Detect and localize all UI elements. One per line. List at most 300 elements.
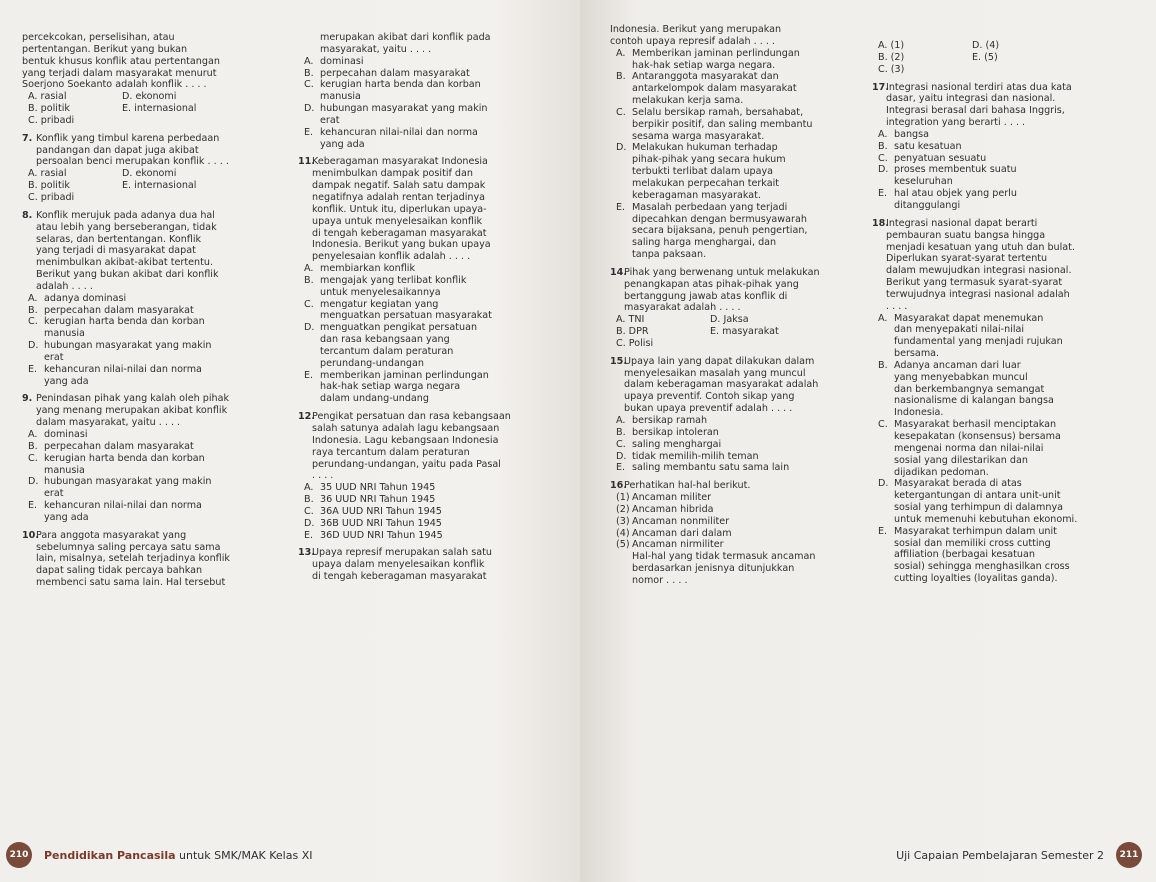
option-text: sosial) sehingga menghasilkan cross <box>894 561 1070 573</box>
answer-option <box>610 131 862 143</box>
answer-option <box>298 263 560 275</box>
option-letter: A. <box>616 47 626 59</box>
option-letter: C. <box>878 419 888 431</box>
answer-option <box>872 153 1132 165</box>
answer-option <box>610 178 862 190</box>
option-text: perpecahan dalam masyarakat <box>44 304 194 316</box>
option-letter: B. <box>878 140 888 152</box>
option-text: Melakukan hukuman terhadap <box>632 142 778 154</box>
answer-option <box>610 119 862 131</box>
answer-option <box>22 500 290 512</box>
option-text: Masyarakat berada di atas <box>894 478 1022 490</box>
question-line: adalah . . . . <box>36 280 93 292</box>
answer-option-row <box>872 64 1132 76</box>
answer-option <box>872 538 1132 550</box>
option-text: untuk memenuhi kebutuhan ekonomi. <box>894 513 1078 525</box>
question-line: menimbulkan dampak positif dan <box>312 168 473 180</box>
answer-option <box>610 539 862 551</box>
option-text: perpecahan dalam masyarakat <box>320 67 470 79</box>
option-text: hubungan masyarakat yang makin <box>320 103 488 115</box>
answer-option <box>298 115 560 127</box>
option-text: kehancuran nilai-nilai dan norma <box>44 363 202 375</box>
answer-option <box>872 164 1132 176</box>
option-text: Masyarakat terhimpun dalam unit <box>894 525 1057 537</box>
question-line: terwujudnya integrasi nasional adalah <box>886 288 1070 300</box>
option-text: Selalu bersikap ramah, bersahabat, <box>632 106 804 118</box>
question-line: Diperlukan syarat-syarat tertentu <box>886 253 1048 265</box>
question <box>22 210 290 293</box>
answer-option <box>872 313 1132 325</box>
question <box>298 547 560 583</box>
option-text: Ancaman militer <box>632 492 712 504</box>
option-text: dijadikan pedoman. <box>894 466 989 478</box>
option-text: 36A UUD NRI Tahun 1945 <box>320 505 442 517</box>
option-letter: B. <box>878 359 888 371</box>
answer-option <box>298 334 560 346</box>
answer-option <box>872 478 1132 490</box>
option-letter: B. <box>616 426 626 438</box>
question-line: Pihak yang berwenang untuk melakukan <box>624 266 820 278</box>
answer-option <box>610 214 862 226</box>
answer-option <box>610 142 862 154</box>
question-line: Upaya represif merupakan salah satu <box>312 547 492 559</box>
answer-option <box>872 549 1132 561</box>
answer-option: B. politik <box>28 180 70 192</box>
question-line: . . . . <box>886 300 908 312</box>
option-letter: D. <box>28 476 39 488</box>
answer-option <box>610 451 862 463</box>
option-text: yang ada <box>44 511 89 523</box>
answer-option <box>872 395 1132 407</box>
option-text: bersikap intoleran <box>632 426 719 438</box>
question-number: 14. <box>610 266 627 278</box>
answer-option-row <box>22 103 290 115</box>
question-line: upaya untuk menyelesaikan konflik <box>312 215 483 227</box>
option-letter: A. <box>304 482 314 494</box>
left-footer <box>6 842 312 868</box>
option-text: melakukan perpecahan terkait <box>632 177 780 189</box>
question-line: Indonesia. Berikut yang merupakan <box>610 24 782 35</box>
question-line: yang terjadi di masyarakat dapat <box>36 245 196 257</box>
question <box>22 530 290 589</box>
answer-option-row <box>22 180 290 192</box>
option-text: tercantum dalam peraturan <box>320 345 454 357</box>
question-line: upaya dalam menyelesaikan konflik <box>312 559 485 571</box>
option-text: Ancaman nirmiliter <box>632 539 724 551</box>
question-line: Berikut yang bukan akibat dari konflik <box>36 269 219 281</box>
option-text: yang ada <box>44 375 89 387</box>
answer-option <box>872 431 1132 443</box>
question-line: Integrasi berasal dari bahasa Inggris, <box>886 105 1065 117</box>
right-column-1 <box>610 24 862 587</box>
answer-option <box>298 506 560 518</box>
question-line: penangkapan atas pihak-pihak yang <box>624 278 799 290</box>
option-text: hak-hak setiap warga negara <box>320 381 461 393</box>
answer-option: D. ekonomi <box>122 91 177 103</box>
question-line: perundang-undangan, yaitu pada Pasal <box>312 458 501 470</box>
option-letter: E. <box>616 201 626 213</box>
question-line: dapat saling tidak percaya bahkan <box>36 565 203 577</box>
answer-option-row <box>22 168 290 180</box>
question-line: pembauran suatu bangsa hingga <box>886 229 1046 241</box>
answer-option <box>610 504 862 516</box>
answer-option <box>872 360 1132 372</box>
answer-option <box>298 287 560 299</box>
option-text: menguatkan pengikat persatuan <box>320 322 478 334</box>
question-line: masyarakat adalah . . . . <box>624 302 741 314</box>
option-letter: E. <box>28 500 38 512</box>
option-letter: (2) <box>616 503 630 515</box>
question-line: yang menang merupakan akibat konflik <box>36 405 228 417</box>
option-text: secara bijaksana, penuh pengertian, <box>632 225 808 237</box>
answer-option-row <box>610 326 862 338</box>
answer-option: D. Jaksa <box>710 314 749 326</box>
answer-option <box>610 202 862 214</box>
option-text: satu kesatuan <box>894 140 962 152</box>
question-line: salah satunya adalah lagu kebangsaan <box>312 423 500 434</box>
question-line: pertentangan. Berikut yang bukan <box>22 43 188 55</box>
question-line: upaya preventif. Contoh sikap yang <box>624 391 795 403</box>
option-letter: A. <box>28 429 38 440</box>
answer-option <box>298 346 560 358</box>
option-text: saling harga menghargai, dan <box>632 237 777 249</box>
answer-option: E. masyarakat <box>710 326 779 338</box>
answer-option <box>872 176 1132 188</box>
option-text: kesepakatan (konsensus) bersama <box>894 431 1061 442</box>
question-number: 11. <box>298 156 315 168</box>
option-text: Ancaman hibrida <box>632 503 714 515</box>
question-line: sebelumnya saling percaya satu sama <box>36 541 221 553</box>
question-line: Keberagaman masyarakat Indonesia <box>312 156 488 168</box>
question-line: contoh upaya represif adalah . . . . <box>610 35 775 47</box>
answer-option: C. Polisi <box>616 337 654 349</box>
question <box>298 411 560 482</box>
answer-option: B. politik <box>28 103 70 115</box>
option-text: dan rasa kebangsaan yang <box>320 334 450 346</box>
question-line: persoalan benci merupakan konflik . . . . <box>36 156 229 168</box>
option-text: sosial yang dilestarikan dan <box>894 454 1028 466</box>
option-letter: C. <box>616 438 626 450</box>
question-line: Hal-hal yang tidak termasuk ancaman <box>632 551 816 563</box>
question-line: Penindasan pihak yang kalah oleh pihak <box>36 393 230 405</box>
option-text: dan menyepakati nilai-nilai <box>894 324 1025 336</box>
answer-option <box>22 316 290 328</box>
answer-option <box>872 526 1132 538</box>
option-text: manusia <box>44 328 85 340</box>
answer-option <box>298 56 560 68</box>
option-text: Masyarakat berhasil menciptakan <box>894 419 1057 431</box>
option-text: affiliation (berbagai kesatuan <box>894 549 1035 561</box>
question-line: Indonesia. Berikut yang bukan upaya <box>312 239 491 251</box>
option-letter: A. <box>28 292 38 304</box>
answer-option <box>872 407 1132 419</box>
question-line: atau lebih yang berseberangan, tidak <box>36 221 217 233</box>
question-line: menjadi kesatuan yang utuh dan bulat. <box>886 241 1075 253</box>
answer-option <box>298 299 560 311</box>
option-text: pihak-pihak yang secara hukum <box>632 154 786 166</box>
answer-option <box>22 512 290 524</box>
answer-option <box>872 467 1132 479</box>
option-text: mengenai norma dan nilai-nilai <box>894 442 1044 454</box>
option-text: dominasi <box>44 429 88 440</box>
option-letter: C. <box>878 152 888 164</box>
option-text: sosial yang terhimpun di dalamnya <box>894 502 1064 514</box>
left-column-2 <box>298 32 560 583</box>
option-text: hubungan masyarakat yang makin <box>44 476 212 488</box>
right-page <box>580 0 1156 882</box>
option-text: membiarkan konflik <box>320 263 415 275</box>
answer-option <box>298 310 560 322</box>
option-text: dalam undang-undang <box>320 393 429 405</box>
answer-option-row <box>610 338 862 350</box>
option-text: Masyarakat dapat menemukan <box>894 312 1044 324</box>
answer-option <box>872 129 1132 141</box>
answer-option: A. rasial <box>28 91 67 103</box>
answer-option <box>298 494 560 506</box>
option-letter: E. <box>304 126 314 138</box>
option-text: Masalah perbedaan yang terjadi <box>632 201 788 213</box>
option-text: bersikap ramah <box>632 415 708 426</box>
answer-option <box>298 139 560 151</box>
option-text: ditanggulangi <box>894 199 961 211</box>
answer-option <box>610 237 862 249</box>
question-line: menimbulkan akibat-akibat tertentu. <box>36 257 213 269</box>
answer-option: A. TNI <box>616 314 645 326</box>
option-text: yang ada <box>320 138 365 150</box>
answer-option-row <box>872 52 1132 64</box>
option-text: manusia <box>320 91 361 103</box>
answer-option <box>298 91 560 103</box>
option-letter: E. <box>878 525 888 537</box>
option-letter: B. <box>304 494 314 506</box>
answer-option <box>298 393 560 405</box>
option-text: melakukan kerja sama. <box>632 95 744 107</box>
option-text: hak-hak setiap warga negara. <box>632 59 776 71</box>
question <box>610 480 862 492</box>
option-text: masyarakat, yaitu . . . . <box>320 43 432 55</box>
answer-option <box>610 439 862 451</box>
answer-option: A. (1) <box>878 40 905 51</box>
option-text: Antaranggota masyarakat dan <box>632 71 779 83</box>
answer-option <box>22 364 290 376</box>
option-text: 36B UUD NRI Tahun 1945 <box>320 517 442 529</box>
book-title-rest: untuk SMK/MAK Kelas XI <box>175 848 313 862</box>
left-column-1 <box>22 32 290 589</box>
answer-option <box>22 476 290 488</box>
question-line: Konflik merujuk pada adanya dua hal <box>36 209 215 221</box>
answer-option <box>872 419 1132 431</box>
answer-option <box>610 60 862 72</box>
answer-option <box>298 358 560 370</box>
answer-option <box>872 573 1132 585</box>
option-text: terbukti terlibat dalam upaya <box>632 166 774 178</box>
option-text: dominasi <box>320 55 364 67</box>
answer-option <box>298 103 560 115</box>
answer-option: B. DPR <box>616 326 649 338</box>
question-line: Integrasi nasional dapat berarti <box>886 217 1038 229</box>
answer-option <box>298 68 560 80</box>
answer-option <box>610 516 862 528</box>
question-line: Pengikat persatuan dan rasa kebangsaan <box>312 411 511 423</box>
question-line: bentuk khusus konflik atau pertentangan <box>22 55 220 67</box>
answer-option <box>872 561 1132 573</box>
question <box>298 156 560 263</box>
answer-option <box>872 502 1132 514</box>
option-text: saling membantu satu sama lain <box>632 462 790 474</box>
question-number: 16. <box>610 480 627 492</box>
answer-option <box>22 453 290 465</box>
answer-option <box>22 293 290 305</box>
answer-option <box>298 79 560 91</box>
option-text: Ancaman nonmiliter <box>632 515 730 527</box>
question-line: nomor . . . . <box>632 574 688 586</box>
option-text: merupakan akibat dari konflik pada <box>320 32 491 43</box>
answer-option <box>298 44 560 56</box>
option-letter: B. <box>616 71 626 83</box>
option-letter: A. <box>304 263 314 275</box>
answer-option <box>298 275 560 287</box>
option-letter: E. <box>878 188 888 200</box>
question-line: dampak negatif. Salah satu dampak <box>312 180 486 192</box>
option-text: proses membentuk suatu <box>894 164 1017 176</box>
option-letter: E. <box>304 529 314 541</box>
question-number: 18. <box>872 217 889 229</box>
answer-option <box>22 441 290 453</box>
right-column-2 <box>872 40 1132 585</box>
question-number: 7. <box>22 132 33 144</box>
answer-option <box>610 83 862 95</box>
option-letter: B. <box>28 304 38 316</box>
option-text: 35 UUD NRI Tahun 1945 <box>320 482 436 494</box>
answer-option <box>872 336 1132 348</box>
answer-option <box>610 427 862 439</box>
answer-option <box>610 225 862 237</box>
option-letter: D. <box>616 142 627 154</box>
option-text: Indonesia. <box>894 407 944 419</box>
question-line: Perhatikan hal-hal berikut. <box>624 480 751 492</box>
question <box>22 133 290 169</box>
answer-option: C. (3) <box>878 63 905 75</box>
question-number: 9. <box>22 393 33 405</box>
answer-option <box>22 488 290 500</box>
question-line: yang terjadi dalam masyarakat menurut <box>22 67 217 79</box>
question-number: 15. <box>610 355 627 367</box>
option-letter: C. <box>304 79 314 91</box>
option-text: memberikan jaminan perlindungan <box>320 369 489 381</box>
question-line: negatifnya adalah rentan terjadinya <box>312 191 485 203</box>
answer-option: B. (2) <box>878 51 905 63</box>
question <box>872 82 1132 129</box>
answer-option <box>872 514 1132 526</box>
option-letter: C. <box>616 106 626 118</box>
option-letter: D. <box>304 103 315 115</box>
answer-option <box>610 249 862 261</box>
option-text: penyatuan sesuatu <box>894 152 987 164</box>
answer-option <box>610 166 862 178</box>
option-letter: D. <box>304 517 315 529</box>
option-text: keseluruhan <box>894 176 953 188</box>
page-number-badge: 211 <box>1116 842 1142 868</box>
answer-option: E. internasional <box>122 103 197 115</box>
answer-option <box>610 528 862 540</box>
option-text: mengajak yang terlibat konflik <box>320 274 467 286</box>
answer-option-row <box>22 91 290 103</box>
option-text: ketergantungan di antara unit-unit <box>894 490 1061 502</box>
answer-option <box>298 127 560 139</box>
option-text: menguatkan persatuan masyarakat <box>320 310 492 322</box>
option-letter: E. <box>304 369 314 381</box>
question-line: dalam masyarakat, yaitu . . . . <box>36 417 181 429</box>
answer-option <box>22 352 290 364</box>
option-text: 36 UUD NRI Tahun 1945 <box>320 494 436 506</box>
option-text: bersama. <box>894 348 940 360</box>
answer-option: C. pribadi <box>28 191 75 203</box>
option-text: saling menghargai <box>632 438 722 450</box>
option-text: nasionalisme di kalangan bangsa <box>894 395 1054 407</box>
option-text: hubungan masyarakat yang makin <box>44 340 212 352</box>
answer-option <box>872 200 1132 212</box>
question-number: 12. <box>298 411 315 423</box>
option-text: fundamental yang menjadi rujukan <box>894 336 1063 348</box>
question-line: integration yang berarti . . . . <box>886 117 1026 129</box>
question <box>610 356 862 415</box>
option-letter: (5) <box>616 539 630 551</box>
answer-option <box>22 305 290 317</box>
question-line: Berikut yang termasuk syarat-syarat <box>886 277 1063 289</box>
option-text: bangsa <box>894 128 930 140</box>
option-text: yang menyebabkan muncul <box>894 371 1028 383</box>
option-text: hal atau objek yang perlu <box>894 188 1017 200</box>
question-number: 13. <box>298 547 315 559</box>
option-letter: C. <box>28 316 38 328</box>
answer-option <box>610 154 862 166</box>
option-text: kerugian harta benda dan korban <box>44 316 205 328</box>
option-text: antarkelompok dalam masyarakat <box>632 83 797 95</box>
option-text: 36D UUD NRI Tahun 1945 <box>320 529 443 541</box>
question-line: di tengah keberagaman masyarakat <box>312 227 487 239</box>
option-letter: C. <box>304 505 314 517</box>
answer-option <box>872 141 1132 153</box>
option-text: mengatur kegiatan yang <box>320 298 439 310</box>
question-number: 10. <box>22 529 39 541</box>
option-text: dan berkembangnya semangat <box>894 383 1045 395</box>
option-text: Memberikan jaminan perlindungan <box>632 47 800 59</box>
answer-option <box>610 415 862 427</box>
question-line: Para anggota masyarakat yang <box>36 529 187 541</box>
question-line: dalam mewujudkan integrasi nasional. <box>886 265 1072 277</box>
answer-option: D. ekonomi <box>122 168 177 180</box>
option-text: dipecahkan dengan bermusyawarah <box>632 213 807 225</box>
option-letter: A. <box>616 415 626 426</box>
section-title: Uji Capaian Pembelajaran Semester 2 <box>896 848 1104 862</box>
option-text: Adanya ancaman dari luar <box>894 359 1021 371</box>
option-letter: A. <box>878 128 888 140</box>
option-text: erat <box>44 351 64 363</box>
option-letter: B. <box>304 67 314 79</box>
answer-option: D. (4) <box>972 40 1000 51</box>
question-line: Upaya lain yang dapat dilakukan dalam <box>624 355 815 367</box>
option-text: tanpa paksaan. <box>632 249 707 261</box>
option-letter: B. <box>304 274 314 286</box>
answer-option: C. pribadi <box>28 114 75 126</box>
question-line: Integrasi nasional terdiri atas dua kata <box>886 81 1072 93</box>
answer-option <box>872 455 1132 467</box>
answer-option <box>298 322 560 334</box>
question-line: pandangan dan dapat juga akibat <box>36 144 199 156</box>
option-letter: A. <box>878 312 888 324</box>
answer-option <box>610 107 862 119</box>
option-letter: D. <box>878 478 889 490</box>
